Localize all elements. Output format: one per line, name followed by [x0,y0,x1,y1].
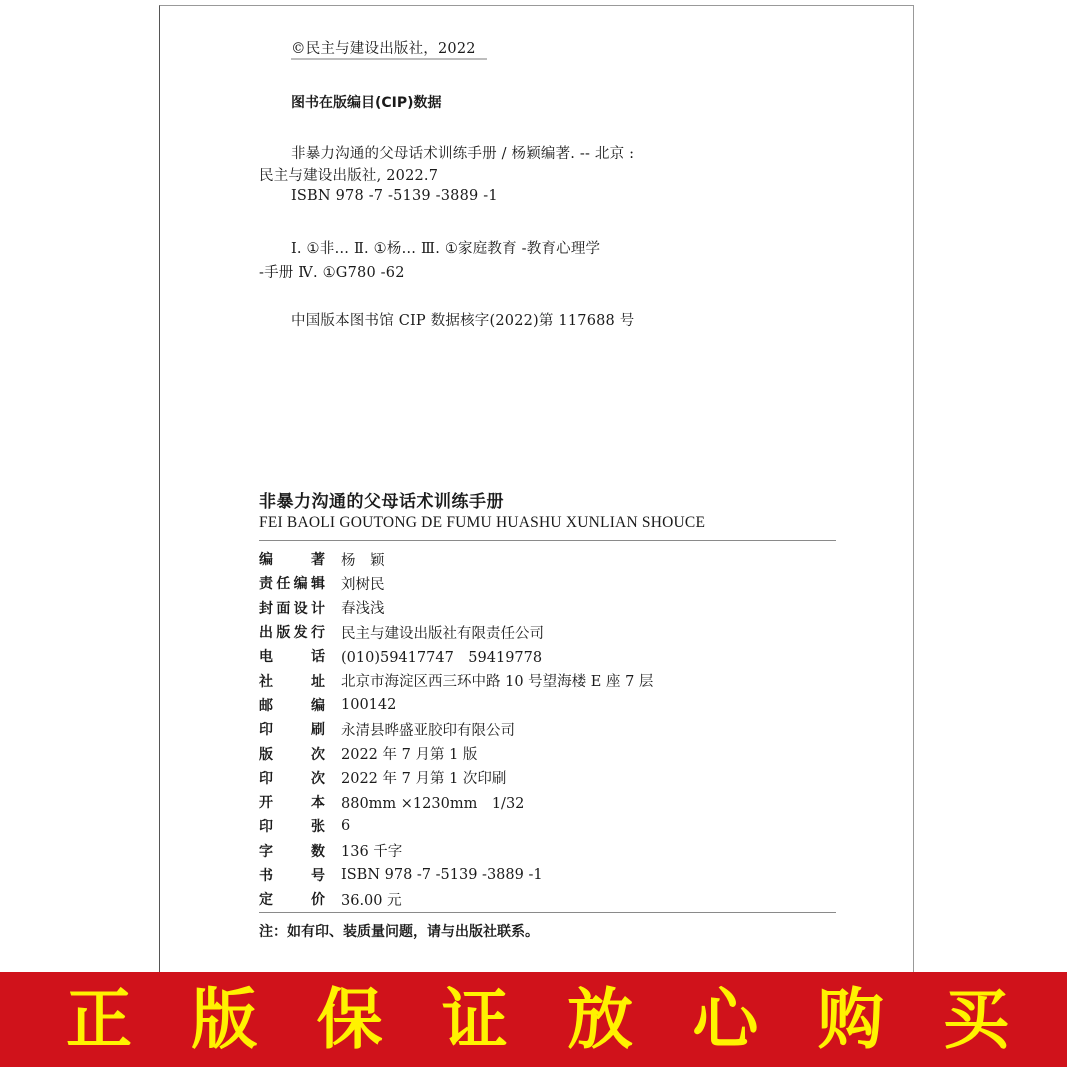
detail-row [259,668,653,692]
detail-row [259,620,653,644]
banner-char: 心 [692,980,759,1058]
banner-char: 版 [191,980,258,1058]
detail-label-char: 次 [311,770,325,787]
detail-label [259,768,325,788]
detail-value: 永清县晔盛亚胶印有限公司 [341,722,515,739]
detail-label [259,549,325,569]
detail-row [259,887,653,911]
detail-value: (010)59417747 59419778 [341,649,543,666]
cip-entry-line1: 非暴力沟通的父母话术训练手册 / 杨颖编著. -- 北京 : [291,146,635,162]
copyright-notice: ©民主与建设出版社，2022 [291,41,476,57]
genuine-guarantee-banner [0,972,1067,1067]
detail-row [259,839,653,863]
detail-value: ISBN 978 -7 -5139 -3889 -1 [341,867,543,883]
banner-char: 买 [942,980,1009,1058]
detail-value: 刘树民 [341,576,385,593]
detail-row [259,693,653,717]
detail-label-char: 编 [311,697,325,714]
detail-label-char: 字 [259,843,273,860]
detail-value: 6 [341,818,351,835]
detail-label [259,695,325,715]
detail-row [259,790,653,814]
copyright-underline [291,58,487,60]
detail-label-char: 张 [311,819,325,836]
detail-label [259,744,325,764]
detail-row [259,741,653,765]
detail-label-char: 电 [259,649,273,666]
detail-value: 杨 颖 [341,552,385,569]
detail-label-char: 辑 [310,576,325,593]
detail-label-char: 邮 [259,697,273,714]
detail-label-char: 面 [276,600,291,617]
detail-label [259,671,325,691]
detail-label-char: 版 [276,625,291,642]
detail-label-char: 编 [259,552,273,569]
detail-label [259,622,325,642]
detail-label-char: 出 [259,625,273,642]
detail-label-char: 责 [259,576,273,593]
detail-label-char: 著 [311,552,325,569]
banner-char: 正 [66,980,132,1058]
detail-label [259,889,325,909]
detail-label-char: 号 [311,868,325,884]
detail-label-char: 刷 [311,722,325,739]
detail-value: 2022 年 7 月第 1 版 [341,747,478,764]
detail-label-char: 社 [259,673,273,690]
detail-label [259,865,325,885]
detail-row [259,814,653,838]
detail-label-char: 印 [259,770,273,787]
detail-label-char: 数 [311,843,325,860]
publication-details [259,547,653,911]
banner-char: 证 [441,980,508,1058]
detail-value: 北京市海淀区西三环中路 10 号望海楼 E 座 7 层 [341,674,654,691]
book-title-pinyin: FEI BAOLI GOUTONG DE FUMU HUASHU XUNLIAN SHOUCE [259,514,706,531]
detail-label [259,719,325,739]
detail-label-char: 开 [259,795,273,812]
detail-label-char: 定 [259,892,273,909]
detail-value: 136 千字 [341,844,403,861]
quality-note: 注：如有印、装质量问题，请与出版社联系。 [259,924,539,940]
detail-label-char: 话 [311,649,325,666]
detail-label-char: 封 [259,600,273,617]
detail-label-char: 发 [293,625,308,642]
detail-value: 100142 [341,696,397,713]
detail-label [259,792,325,812]
detail-value: 2022 年 7 月第 1 次印刷 [341,771,507,788]
detail-row [259,863,653,887]
detail-label [259,646,325,666]
detail-label-char: 本 [311,795,325,812]
detail-label-char: 版 [259,746,273,763]
banner-char: 保 [316,980,383,1058]
detail-label [259,573,325,593]
banner-char: 购 [817,980,884,1058]
cip-heading: 图书在版编目(CIP)数据 [291,95,442,111]
detail-label-char: 次 [311,746,325,763]
detail-label-char: 计 [310,600,325,617]
detail-label-char: 印 [259,819,273,836]
detail-row [259,644,653,668]
detail-row [259,547,653,571]
detail-value: 36.00 元 [341,892,402,909]
detail-label-char: 印 [259,722,273,739]
detail-value: 880mm ×1230mm 1/32 [341,795,525,812]
cip-entry-line2: 民主与建设出版社, 2022.7 [259,168,439,184]
detail-label [259,841,325,861]
detail-label-char: 价 [311,892,325,909]
detail-label-char: 任 [276,576,291,593]
detail-value: 春浅浅 [341,601,385,618]
book-title: 非暴力沟通的父母话术训练手册 [259,492,504,512]
detail-label-char: 设 [293,600,308,617]
classification-line1: Ⅰ. ①非… Ⅱ. ①杨… Ⅲ. ①家庭教育 -教育心理学 [291,241,601,257]
cip-number: 中国版本图书馆 CIP 数据核字(2022)第 117688 号 [291,313,635,329]
detail-value: 民主与建设出版社有限责任公司 [341,625,544,642]
banner-char: 放 [567,980,634,1058]
cip-isbn-line: ISBN 978 -7 -5139 -3889 -1 [291,188,498,204]
detail-label-char: 编 [293,576,308,593]
detail-label [259,598,325,618]
detail-row [259,717,653,741]
detail-label-char: 址 [311,673,325,690]
classification-line2: -手册 Ⅳ. ①G780 -62 [259,265,405,281]
detail-row [259,571,653,595]
detail-label-char: 行 [310,625,325,642]
detail-label-char: 书 [259,868,273,884]
divider-top [259,540,836,541]
detail-row [259,596,653,620]
detail-row [259,766,653,790]
detail-label [259,816,325,836]
divider-bottom [259,912,836,913]
